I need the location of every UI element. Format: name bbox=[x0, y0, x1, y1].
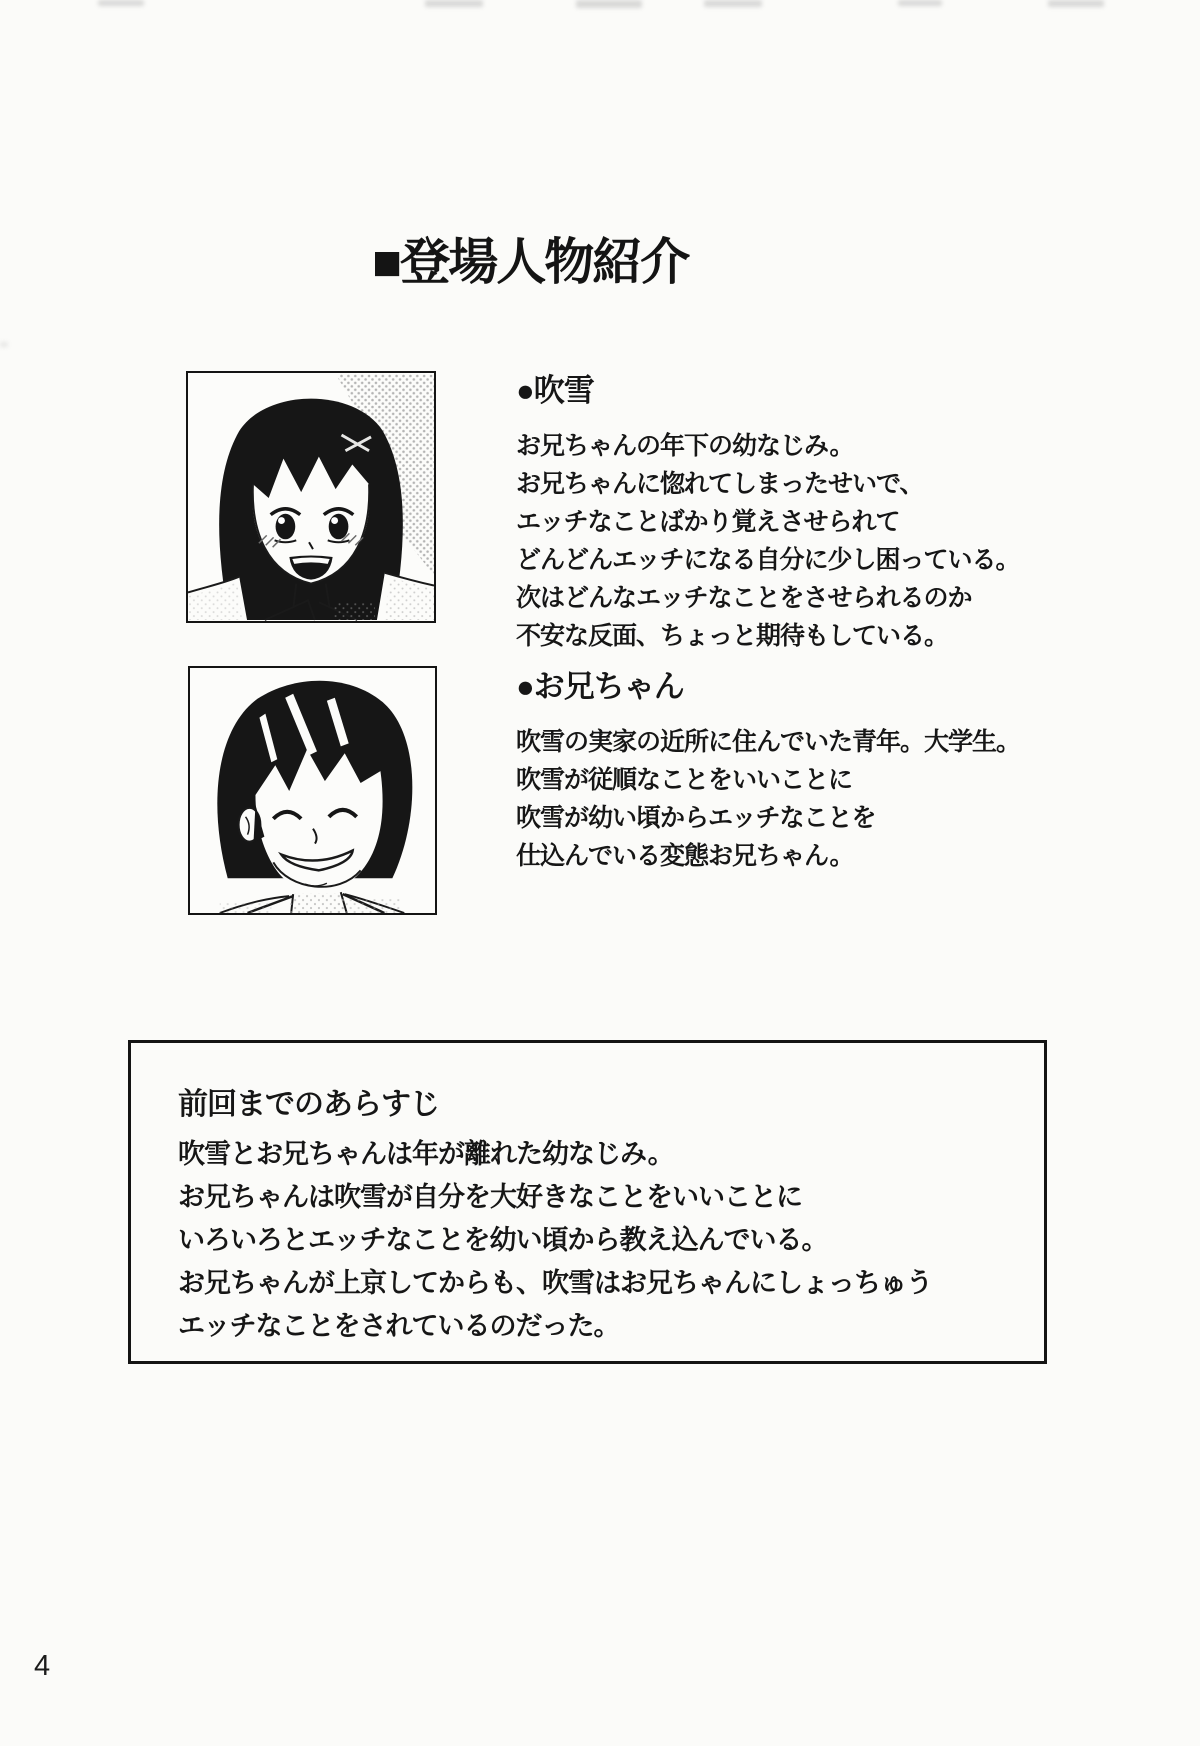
description-line: 次はどんなエッチなことをさせられるのか bbox=[516, 585, 972, 612]
synopsis-line: いろいろとエッチなことを幼い頃から教え込んでいる。 bbox=[178, 1225, 828, 1255]
description-line: 吹雪が従順なことをいいことに bbox=[516, 767, 853, 794]
synopsis-line: お兄ちゃんは吹雪が自分を大好きなことをいいことに bbox=[178, 1182, 802, 1212]
scan-artifact bbox=[1048, 0, 1104, 7]
synopsis-text bbox=[178, 1133, 1014, 1348]
oniichan-name-heading: ●お兄ちゃん bbox=[516, 669, 684, 704]
description-line: エッチなことばかり覚えさせられて bbox=[516, 509, 900, 536]
description-line: 仕込んでいる変態お兄ちゃん。 bbox=[516, 843, 854, 870]
synopsis-line: お兄ちゃんが上京してからも、吹雪はお兄ちゃんにしょっちゅう bbox=[178, 1268, 932, 1298]
description-line: 不安な反面、ちょっと期待もしている。 bbox=[516, 623, 949, 650]
oniichan-description bbox=[516, 724, 1116, 876]
oniichan-portrait-frame bbox=[188, 666, 437, 915]
fubuki-description-block bbox=[516, 372, 1116, 656]
scan-artifact bbox=[704, 0, 762, 7]
fubuki-name-heading: ●吹雪 bbox=[516, 373, 594, 408]
scan-artifact bbox=[425, 0, 483, 7]
oniichan-description-block bbox=[516, 668, 1116, 876]
description-line: お兄ちゃんの年下の幼なじみ。 bbox=[516, 433, 854, 460]
description-line: 吹雪の実家の近所に住んでいた青年。大学生。 bbox=[516, 729, 1021, 756]
description-line: 吹雪が幼い頃からエッチなことを bbox=[516, 805, 876, 832]
synopsis-line: 吹雪とお兄ちゃんは年が離れた幼なじみ。 bbox=[178, 1139, 674, 1169]
fubuki-description bbox=[516, 428, 1116, 656]
description-line: どんどんエッチになる自分に少し困っている。 bbox=[516, 547, 1020, 574]
scan-artifact bbox=[576, 0, 642, 8]
oniichan-portrait-illustration bbox=[190, 668, 435, 913]
synopsis-box bbox=[128, 1040, 1047, 1364]
scan-artifact bbox=[0, 342, 8, 347]
fubuki-portrait-illustration bbox=[188, 373, 434, 621]
description-line: お兄ちゃんに惚れてしまったせいで、 bbox=[516, 471, 924, 498]
scan-artifact bbox=[898, 0, 942, 6]
page-number: 4 bbox=[34, 1650, 51, 1682]
page-title: ■登場人物紹介 bbox=[372, 234, 689, 290]
synopsis-title: 前回までのあらすじ bbox=[178, 1088, 439, 1121]
scan-artifact bbox=[98, 0, 144, 6]
synopsis-line: エッチなことをされているのだった。 bbox=[178, 1311, 620, 1341]
fubuki-portrait-frame bbox=[186, 371, 436, 623]
